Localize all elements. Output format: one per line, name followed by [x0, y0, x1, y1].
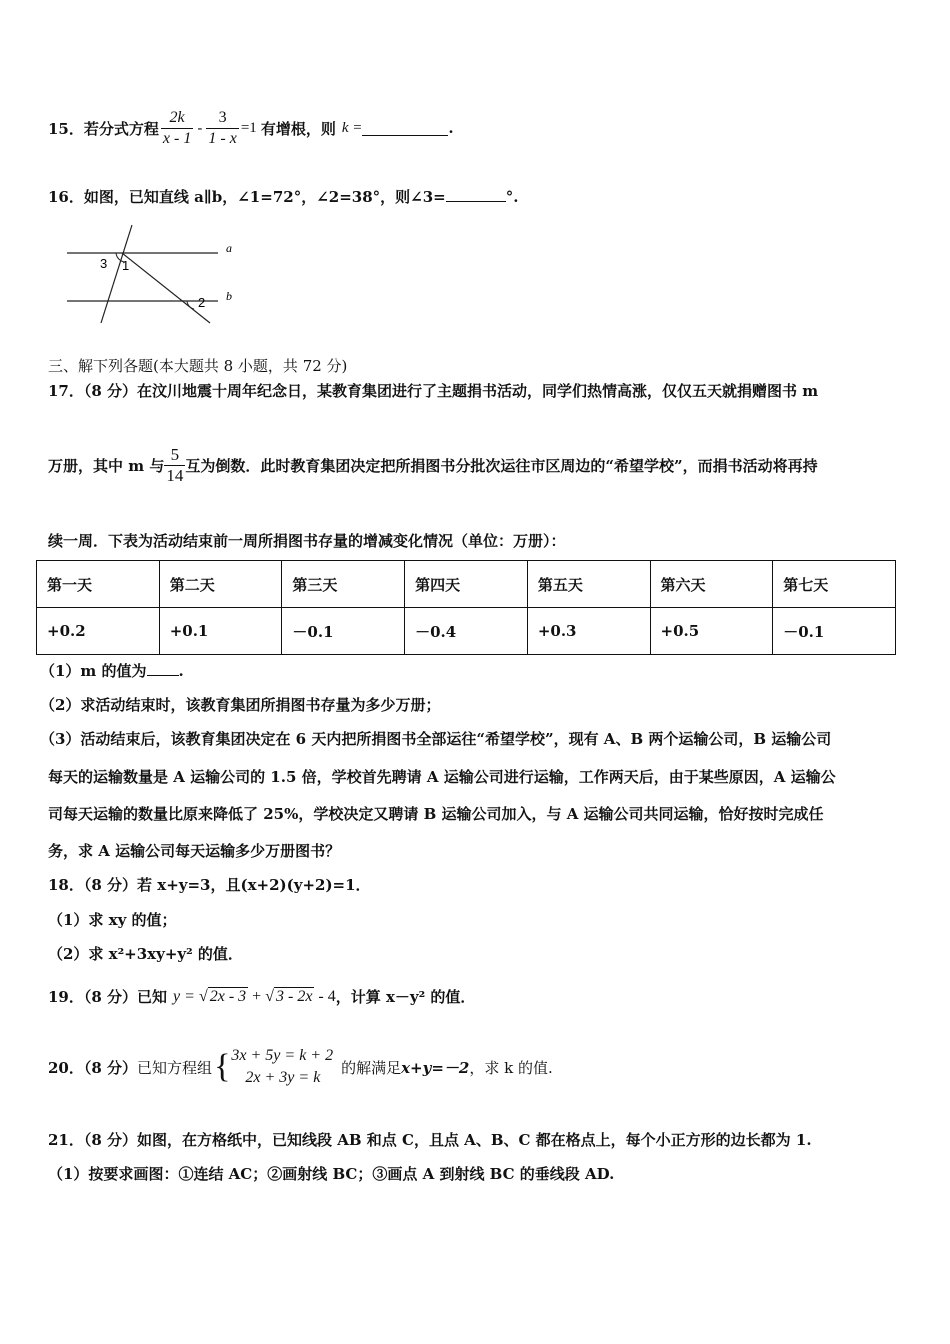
label-1: 1 — [122, 258, 130, 273]
q17-fraction: $\frac{5}{14}$ — [166, 444, 184, 485]
label-2: 2 — [198, 295, 206, 310]
q17-table — [36, 560, 896, 655]
label-a: a — [226, 241, 232, 255]
q17-sub-1-blank — [147, 661, 179, 676]
q15 — [48, 104, 454, 152]
table-cell: －0.4 — [405, 608, 528, 655]
brace-icon: { — [214, 1048, 231, 1085]
q18-line-1: 18．（8 分）若 x+y=3，且(x+2)(y+2)=1． — [48, 876, 371, 894]
q15-minus: - — [197, 119, 203, 137]
q21-sub-1: （1）按要求画图：①连结 AC；②画射线 BC；③画点 A 到射线 BC 的垂线段 AD. — [48, 1165, 615, 1183]
q15-prefix: 若分式方程 — [83, 119, 159, 138]
q20-middle: 的解满足 — [341, 1058, 402, 1077]
table-cell: +0.5 — [650, 608, 773, 655]
table-cell: +0.2 — [37, 608, 160, 655]
q20-condition: x+y=－2 — [401, 1058, 470, 1077]
q15-var-k: k = — [341, 119, 363, 136]
q17-sub-2: （2）求活动结束时，该教育集团所捐图书存量为多少万册； — [40, 696, 441, 714]
q19-prefix: 19．（8 分）已知 — [48, 987, 168, 1006]
q17-sub-3-line-2: 每天的运输数量是 A 运输公司的 1.5 倍，学校首先聘请 A 运输公司进行运输，工作两天后，由于某些原因，A 运输公 — [48, 768, 836, 786]
q17-sub-3-line-3: 司每天运输的数量比原来降低了 25%，学校决定又聘请 B 运输公司加入，与 A 运输公司共同运输，恰好按时完成任 — [48, 805, 824, 823]
q20-suffix: ，求 k 的值. — [469, 1058, 553, 1077]
section-3-heading: 三、解下列各题(本大题共 8 小题，共 72 分) — [48, 357, 348, 375]
q17-sub-1: （1）m 的值为 . — [40, 662, 184, 680]
table-header-cell: 第三天 — [282, 561, 405, 608]
q15-answer-blank — [362, 121, 448, 136]
table-header-cell: 第二天 — [159, 561, 282, 608]
table-row — [37, 561, 896, 608]
q20 — [48, 1036, 553, 1098]
q15-fraction-2: $\frac{3}{1 - x}$ — [208, 108, 237, 147]
sqrt-icon: √ — [198, 987, 208, 1005]
q15-equals: =1 — [240, 119, 257, 136]
table-header-cell: 第五天 — [527, 561, 650, 608]
q17-line-2-prefix: 万册，其中 m 与 — [48, 456, 165, 475]
q16-text: 16．如图，已知直线 a∥b，∠1=72°，∠2=38°，则∠3= — [48, 188, 446, 206]
q18-sub-1: （1）求 xy 的值； — [48, 911, 177, 929]
q17-line-2-suffix: 互为倒数．此时教育集团决定把所捐图书分批次运往市区周边的“希望学校”，而捐书活动将再持 — [185, 456, 818, 475]
q20-system: { 3x + 5y = k + 2 2x + 3y = k — [214, 1047, 334, 1086]
table-cell: +0.1 — [159, 608, 282, 655]
q19 — [48, 978, 475, 1014]
transversal-1 — [101, 225, 132, 323]
table-header-cell: 第七天 — [773, 561, 896, 608]
transversal-2 — [122, 253, 210, 323]
q16-answer-blank — [446, 187, 506, 202]
sqrt-icon: √ — [265, 987, 274, 1005]
q20-prefix: 20．（8 分） — [48, 1058, 138, 1077]
table-header-cell: 第一天 — [37, 561, 160, 608]
q19-formula: y = √ 2x - 3 + √ 3 - 2x - 4 — [173, 987, 336, 1005]
angle-2-arc — [187, 301, 194, 309]
table-cell: +0.3 — [527, 608, 650, 655]
q15-suffix: 有增根，则 — [260, 119, 336, 138]
label-3: 3 — [100, 256, 108, 271]
q20-given: 已知方程组 — [137, 1058, 213, 1077]
q19-suffix: ，计算 x－y² 的值． — [335, 987, 476, 1006]
table-cell: －0.1 — [773, 608, 896, 655]
q16 — [48, 186, 518, 207]
q17-line-3: 续一周．下表为活动结束前一周所捐图书存量的增减变化情况（单位：万册）： — [48, 532, 566, 550]
q21-line-1: 21．（8 分）如图，在方格纸中，已知线段 AB 和点 C，且点 A、B、C 都在格点上，每个小正方形的边长都为 1. — [48, 1131, 812, 1149]
q16-parallel-lines-figure — [60, 222, 250, 332]
q15-end: . — [448, 119, 454, 137]
q17-sub-3-line-1: （3）活动结束后，该教育集团决定在 6 天内把所捐图书全部运往“希望学校”，现有 A、B 两个运输公司，B 运输公司 — [40, 730, 832, 748]
table-row — [37, 608, 896, 655]
q16-end: °. — [505, 188, 519, 206]
table-cell: －0.1 — [282, 608, 405, 655]
label-b: b — [226, 289, 232, 303]
q17-line-2 — [48, 440, 818, 490]
q17-sub-3-line-4: 务，求 A 运输公司每天运输多少万册图书？ — [48, 842, 341, 860]
q18-sub-2: （2）求 x²+3xy+y² 的值． — [48, 945, 243, 963]
table-header-cell: 第四天 — [405, 561, 528, 608]
q15-number: 15． — [48, 119, 84, 138]
table-header-cell: 第六天 — [650, 561, 773, 608]
q15-fraction-1: $\frac{2k}{x - 1}$ — [162, 108, 192, 147]
q17-line-1: 17．（8 分）在汶川地震十周年纪念日，某教育集团进行了主题捐书活动，同学们热情高涨，仅仅五天就捐赠图书 m — [48, 382, 819, 400]
